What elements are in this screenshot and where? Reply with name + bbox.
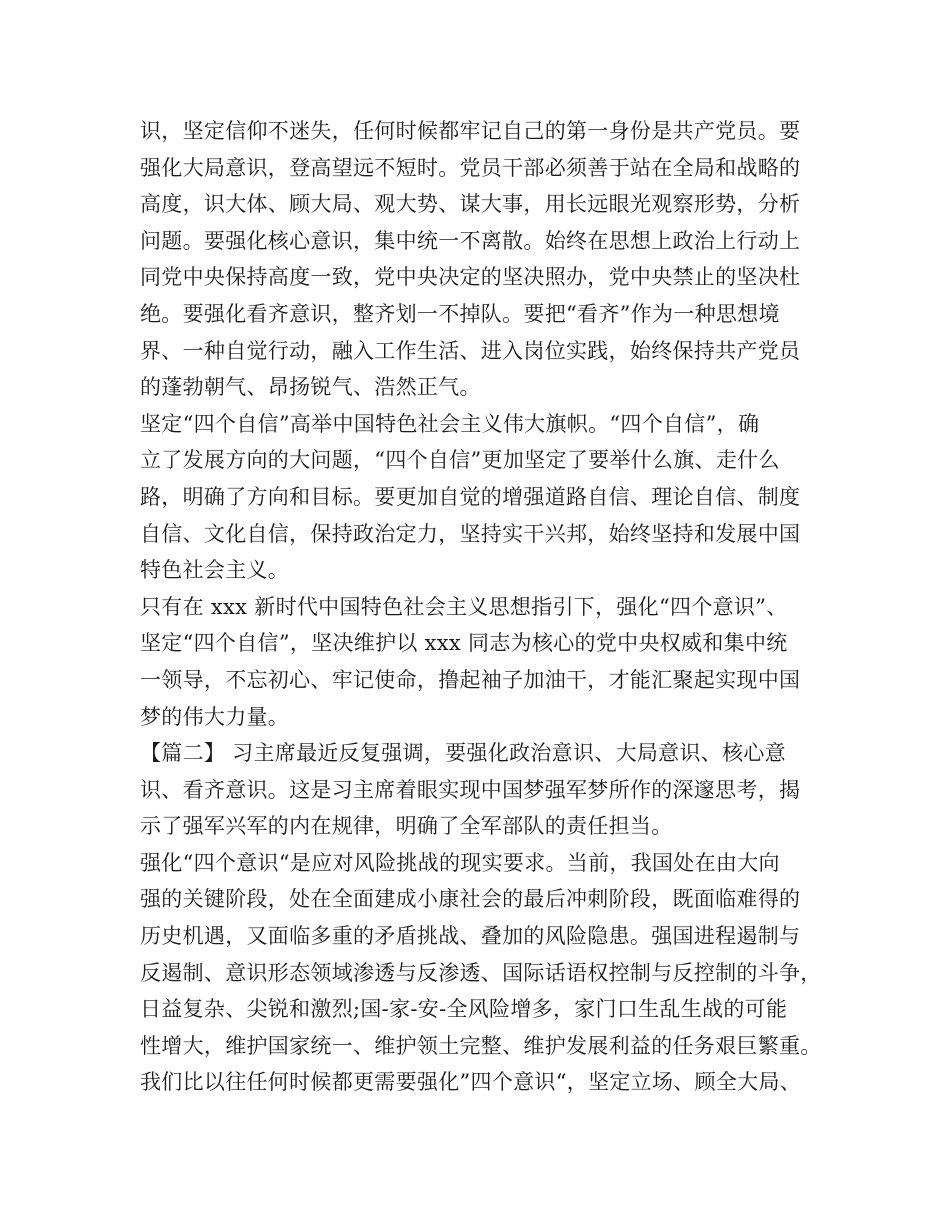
text-line: 路，明确了方向和目标。要更加自觉的增强道路自信、理论自信、制度 — [140, 484, 801, 509]
document-body — [140, 113, 830, 1101]
text-line: 问题。要强化核心意识，集中统一不离散。始终在思想上政治上行动上 — [140, 228, 801, 253]
text-line: 示了强军兴军的内在规律，明确了全军部队的责任担当。 — [140, 814, 673, 839]
text-line: 同党中央保持高度一致，党中央决定的坚决照办，党中央禁止的坚决杜 — [140, 265, 801, 290]
text-line: 只有在 xxx 新时代中国特色社会主义思想指引下，强化“四个意识”、 — [140, 594, 788, 619]
text-line: 一领导，不忘初心、牢记使命，撸起袖子加油干，才能汇聚起实现中国 — [140, 667, 801, 692]
text-line: 识，坚定信仰不迷失，任何时候都牢记自己的第一身份是共产党员。要 — [140, 119, 801, 143]
text-line: 【篇二】 习主席最近反复强调，要强化政治意识、大局意识、核心意 — [140, 741, 786, 766]
text-line: 自信、文化自信，保持政治定力，坚持实干兴邦，始终坚持和发展中国 — [140, 521, 801, 546]
text-line: 我们比以往任何时候都更需要强化”四个意识“，坚定立场、顾全大局、 — [140, 1070, 802, 1095]
text-line: 强化大局意识，登高望远不短时。党员干部必须善于站在全局和战略的 — [140, 155, 801, 180]
text-line: 界、一种自觉行动，融入工作生活、进入岗位实践，始终保持共产党员 — [140, 338, 801, 363]
text-line: 日益复杂、尖锐和激烈;国-家-安-全风险增多，家门口生乱生战的可能 — [140, 997, 788, 1022]
text-line: 强的关键阶段，处在全面建成小康社会的最后冲刺阶段，既面临难得的 — [140, 887, 801, 912]
text-line: 识、看齐意识。这是习主席着眼实现中国梦强军梦所作的深邃思考，揭 — [140, 777, 801, 802]
text-line: 立了发展方向的大问题，“四个自信”更加坚定了要举什么旗、走什么 — [140, 448, 780, 473]
text-line: 特色社会主义。 — [140, 558, 290, 583]
text-line: 梦的伟大力量。 — [140, 704, 290, 729]
text-line: 坚定“四个自信”，坚决维护以 xxx 同志为核心的党中央权威和集中统 — [140, 631, 788, 656]
text-line: 绝。要强化看齐意识，整齐划一不掉队。要把“看齐”作为一种思想境 — [140, 301, 780, 326]
text-line: 的蓬勃朝气、昂扬锐气、浩然正气。 — [140, 375, 481, 400]
text-line: 反遏制、意识形态领域渗透与反渗透、国际话语权控制与反控制的斗争， — [140, 960, 822, 985]
text-line: 历史机遇，又面临多重的矛盾挑战、叠加的风险隐患。强国进程遏制与 — [140, 924, 801, 949]
text-line: 性增大，维护国家统一、维护领土完整、维护发展利益的任务艰巨繁重。 — [140, 1033, 822, 1058]
text-line: 强化“四个意识“是应对风险挑战的现实要求。当前，我国处在由大向 — [140, 850, 780, 875]
text-line: 坚定“四个自信”高举中国特色社会主义伟大旗帜。“四个自信”，确 — [140, 411, 760, 436]
text-line: 高度，识大体、顾大局、观大势、谋大事，用长远眼光观察形势，分析 — [140, 192, 801, 217]
